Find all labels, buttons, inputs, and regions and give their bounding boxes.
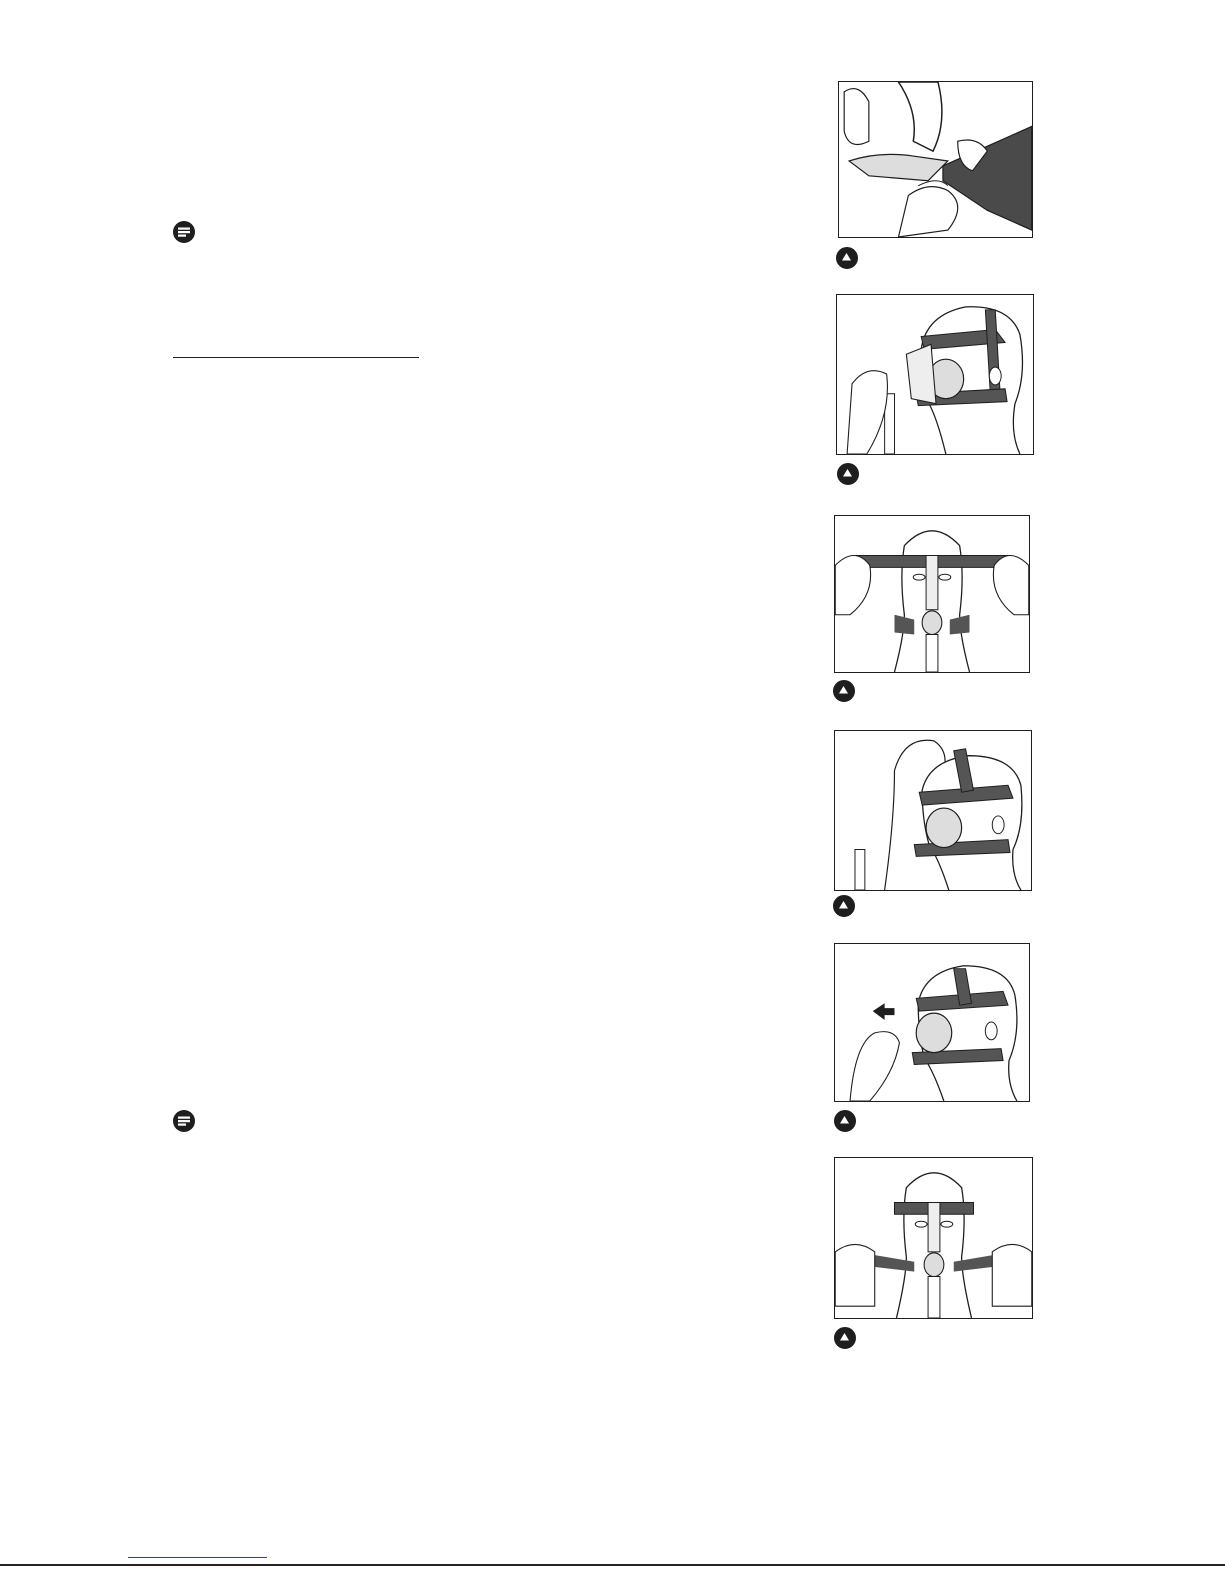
triangle-up-badge-icon xyxy=(833,895,855,917)
figure-clip-strap xyxy=(838,81,1033,238)
note-icon xyxy=(173,221,195,243)
triangle-up-badge-icon xyxy=(834,1110,856,1132)
triangle-up-badge-icon xyxy=(837,463,859,485)
figure-adjust-top-straps-front xyxy=(834,515,1030,673)
triangle-up-badge-icon xyxy=(833,680,855,702)
triangle-up-badge-icon xyxy=(834,1327,856,1349)
note-icon xyxy=(173,1110,195,1132)
triangle-up-badge-icon xyxy=(836,247,858,269)
figure-adjust-crown-side xyxy=(834,730,1032,891)
footer-link-underline[interactable] xyxy=(128,1557,267,1558)
footer-rule xyxy=(0,1564,1225,1566)
figure-fit-mask-side xyxy=(836,294,1034,455)
figure-adjust-bottom-straps-front xyxy=(834,1157,1033,1319)
figure-pull-mask-side xyxy=(834,943,1030,1102)
section-heading-underline xyxy=(173,357,419,358)
